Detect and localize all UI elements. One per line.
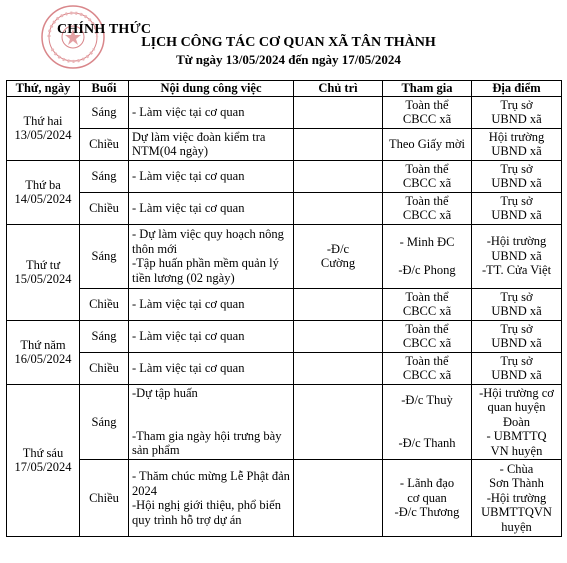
location-cell-line: UBND xã: [491, 176, 542, 190]
chair-cell: [294, 352, 383, 384]
content-cell-line: - Dự làm việc quy hoạch nông: [132, 227, 284, 241]
table-header-row: [7, 81, 562, 97]
participants-cell-line: [386, 408, 468, 422]
participants-cell-line: Toàn thể: [405, 97, 449, 112]
participants-cell-line: Toàn thể: [405, 353, 449, 368]
content-cell: [129, 192, 294, 224]
participants-cell: [383, 192, 472, 224]
content-cell: [129, 320, 294, 352]
location-cell-line: -Hội trường: [486, 234, 547, 249]
content-cell-line: -Tập huấn phần mềm quản lý: [132, 256, 279, 270]
day-cell-line: Thứ sáu: [22, 445, 64, 460]
content-cell-line: Dự làm việc đoàn kiểm tra: [132, 129, 266, 144]
participants-cell-line: Toàn thể: [405, 193, 449, 208]
participants-cell-line: CBCC xã: [402, 112, 452, 126]
location-cell: [472, 384, 562, 460]
participants-cell: [383, 352, 472, 384]
location-cell-line: Trụ sở: [500, 289, 533, 304]
content-cell-line: 2024: [132, 483, 157, 498]
location-cell-line: UBND xã: [491, 112, 542, 126]
location-cell-line: UBMTTQVN: [481, 505, 552, 520]
participants-cell: [383, 288, 472, 320]
session-cell: Chiều: [80, 288, 129, 320]
location-cell-line: Trụ sở: [500, 193, 533, 208]
table-row: [7, 352, 562, 384]
day-cell-line: 17/05/2024: [14, 460, 72, 475]
participants-cell-line: [386, 249, 468, 263]
content-cell: [129, 96, 294, 128]
location-cell: [472, 320, 562, 352]
chair-cell: [294, 128, 383, 160]
content-cell-line: - Làm việc tại cơ quan: [132, 104, 245, 119]
location-cell-line: UBND xã: [491, 144, 542, 158]
content-cell: [129, 160, 294, 192]
content-cell-line: [132, 415, 290, 429]
location-cell-line: UBND xã: [491, 368, 542, 382]
location-cell: [472, 96, 562, 128]
chair-cell: [294, 96, 383, 128]
session-cell: Sáng: [80, 320, 129, 352]
session-cell: Sáng: [80, 96, 129, 128]
participants-cell-line: cơ quan: [407, 490, 447, 505]
participants-cell-line: -Đ/c Thuỳ: [401, 393, 453, 408]
column-header-chair: Chủ trì: [294, 81, 383, 97]
session-cell: Sáng: [80, 224, 129, 288]
location-cell-line: Trụ sở: [500, 353, 533, 368]
content-cell-line: -Hội nghị giới thiệu, phổ biến: [132, 498, 281, 512]
participants-cell-line: Theo Giấy mời: [388, 136, 466, 151]
participants-cell-line: -Đ/c Thương: [394, 505, 460, 520]
location-cell-line: quan huyện: [487, 400, 546, 414]
location-cell-line: UBND xã: [491, 248, 542, 263]
chair-cell: [294, 460, 383, 537]
participants-cell-line: CBCC xã: [402, 368, 452, 382]
participants-cell: [383, 128, 472, 160]
day-cell-line: Thứ ba: [25, 177, 61, 192]
chair-cell: [294, 224, 383, 288]
day-cell: [7, 224, 80, 320]
date-range: Từ ngày 13/05/2024 đến ngày 17/05/2024: [176, 52, 401, 67]
column-header-participants: Tham gia: [383, 81, 472, 97]
location-cell-line: - Chùa: [499, 461, 534, 476]
location-cell-line: - UBMTTQ: [486, 429, 547, 443]
location-cell-line: VN huyện: [490, 443, 543, 458]
participants-cell-line: CBCC xã: [402, 176, 452, 190]
chair-cell-line: Cường: [320, 256, 356, 270]
content-cell-line: thôn mới: [132, 241, 178, 256]
content-cell-line: [132, 401, 290, 415]
content-cell-line: - Làm việc tại cơ quan: [132, 200, 245, 215]
column-header-content: Nội dung công việc: [129, 81, 294, 97]
location-cell-line: Hội trường: [488, 129, 545, 144]
day-cell: [7, 384, 80, 537]
table-row: [7, 224, 562, 288]
content-cell: [129, 288, 294, 320]
location-cell-line: Trụ sở: [500, 161, 533, 176]
table-row: [7, 384, 562, 460]
day-cell-line: 15/05/2024: [14, 272, 72, 286]
participants-cell: [383, 384, 472, 460]
day-cell-line: Thứ hai: [23, 113, 63, 128]
chair-cell-line: -Đ/c: [326, 241, 350, 256]
session-cell: Chiều: [80, 352, 129, 384]
participants-cell-line: Toàn thể: [405, 321, 449, 336]
schedule-body: [7, 96, 562, 537]
location-cell-line: -Hội trường cơ: [479, 385, 554, 400]
schedule-table: [6, 80, 562, 537]
content-cell-line: - Làm việc tại cơ quan: [132, 296, 245, 311]
chair-cell: [294, 384, 383, 460]
day-cell-line: 14/05/2024: [14, 192, 72, 206]
official-stamp-label: CHÍNH THỨC: [57, 22, 152, 37]
location-cell-line: -Hội trường: [486, 490, 547, 505]
day-cell-line: 13/05/2024: [14, 128, 72, 142]
participants-cell-line: -Đ/c Thanh: [398, 435, 456, 450]
content-cell: [129, 460, 294, 537]
participants-cell: [383, 96, 472, 128]
location-cell: [472, 460, 562, 537]
content-cell-line: - Làm việc tại cơ quan: [132, 168, 245, 183]
session-cell: Chiều: [80, 128, 129, 160]
content-cell: [129, 352, 294, 384]
location-cell-line: UBND xã: [491, 336, 542, 350]
session-cell: Sáng: [80, 160, 129, 192]
participants-cell: [383, 224, 472, 288]
table-row: [7, 320, 562, 352]
column-header-session: Buổi: [80, 81, 129, 97]
content-cell: [129, 224, 294, 288]
session-cell: Chiều: [80, 192, 129, 224]
location-cell-line: Trụ sở: [500, 97, 533, 112]
chair-cell: [294, 288, 383, 320]
chair-cell: [294, 192, 383, 224]
page-title: LỊCH CÔNG TÁC CƠ QUAN XÃ TÂN THÀNH: [141, 35, 436, 50]
table-row: [7, 288, 562, 320]
location-cell-line: huyện: [501, 519, 532, 534]
content-cell-line: -Tham gia ngày hội trưng bày: [132, 428, 282, 443]
content-cell-line: -Dự tập huấn: [132, 386, 198, 400]
table-row: [7, 96, 562, 128]
chair-cell: [294, 320, 383, 352]
location-cell: [472, 352, 562, 384]
participants-cell-line: -Đ/c Phong: [398, 263, 456, 277]
participants-cell: [383, 320, 472, 352]
participants-cell-line: Toàn thể: [405, 289, 449, 304]
content-cell-line: tiền lương (02 ngày): [132, 270, 235, 285]
participants-cell-line: CBCC xã: [402, 208, 452, 222]
day-cell: [7, 320, 80, 384]
location-cell: [472, 128, 562, 160]
content-cell: [129, 128, 294, 160]
location-cell: [472, 224, 562, 288]
participants-cell-line: [386, 422, 468, 436]
location-cell: [472, 192, 562, 224]
location-cell-line: Sơn Thành: [489, 476, 544, 491]
column-header-location: Địa điểm: [472, 81, 562, 97]
chair-cell: [294, 160, 383, 192]
participants-cell-line: - Lãnh đạo: [399, 476, 455, 491]
content-cell: [129, 384, 294, 460]
content-cell-line: - Thăm chúc mừng Lễ Phật đản: [132, 469, 290, 483]
participants-cell: [383, 460, 472, 537]
content-cell-line: - Làm việc tại cơ quan: [132, 328, 245, 343]
table-row: [7, 128, 562, 160]
day-cell: [7, 160, 80, 224]
location-cell-line: Trụ sở: [500, 321, 533, 336]
participants-cell: [383, 160, 472, 192]
day-cell: [7, 96, 80, 160]
content-cell-line: NTM(04 ngày): [132, 144, 209, 158]
session-cell: Chiều: [80, 460, 129, 537]
location-cell-line: UBND xã: [491, 208, 542, 222]
session-cell: Sáng: [80, 384, 129, 460]
participants-cell-line: Toàn thể: [405, 161, 449, 176]
location-cell-line: -TT. Cửa Việt: [481, 263, 552, 278]
participants-cell-line: CBCC xã: [402, 336, 452, 350]
location-cell-line: Đoàn: [502, 414, 531, 429]
content-cell-line: - Làm việc tại cơ quan: [132, 360, 245, 375]
participants-cell-line: CBCC xã: [402, 304, 452, 318]
table-row: [7, 192, 562, 224]
participants-cell-line: - Minh ĐC: [399, 234, 455, 249]
table-row: [7, 460, 562, 537]
day-cell-line: 16/05/2024: [14, 352, 72, 366]
day-cell-line: Thứ tư: [25, 257, 61, 272]
content-cell-line: sản phẩm: [132, 443, 180, 457]
column-header-day: Thứ, ngày: [7, 81, 80, 97]
table-row: [7, 160, 562, 192]
location-cell: [472, 288, 562, 320]
location-cell-line: UBND xã: [491, 304, 542, 318]
day-cell-line: Thứ năm: [20, 337, 66, 352]
content-cell-line: quy trình hỗ trợ dự án: [132, 512, 242, 527]
location-cell: [472, 160, 562, 192]
